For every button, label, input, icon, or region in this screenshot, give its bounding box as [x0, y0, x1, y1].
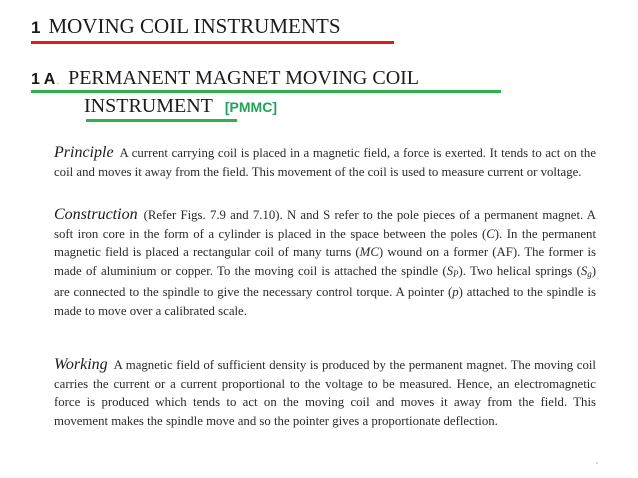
section-title: MOVING COIL INSTRUMENTS [48, 14, 341, 38]
construction-text-3: ) wound on a former (AF). The former is made of aluminium or copper. To the moving coil is attached the spindle ( [54, 245, 596, 278]
construction-text-1: (Refer Figs. 7.9 and 7.10). N and S refer to the pole pieces of a permanent magnet. A soft iron core in the form of a cylinder is placed in the space between the poles ( [54, 208, 596, 241]
subsection-heading-line2 [84, 95, 277, 118]
pointer-symbol: p [452, 285, 459, 300]
section-number: 1 [31, 18, 41, 37]
principle-text: A current carrying coil is placed in a magnetic field, a force is exerted. It tends to act on the coil and moves it away from the field. This movement of the coil is used to measure current or voltage. [54, 146, 596, 179]
subsection-heading [31, 67, 419, 90]
construction-paragraph [54, 206, 596, 321]
construction-text-6: ) attached to the spindle is made to move over a calibrated scale. [54, 285, 597, 318]
subsection-number: 1 A [31, 71, 56, 88]
spindle-subscript: P [453, 268, 459, 279]
working-label: Working [54, 356, 108, 373]
pmmc-tag: [PMMC] [224, 99, 277, 115]
springs-subscript: g [587, 268, 592, 279]
spindle-symbol: S [446, 263, 454, 278]
subsection-heading-underline-1 [31, 90, 501, 93]
subsection-title-line2: INSTRUMENT [84, 95, 213, 117]
subsection-title-line1: PERMANENT MAGNET MOVING COIL [68, 67, 420, 89]
working-text: A magnetic field of sufficient density is produced by the permanent magnet. The moving coil carries the current or a current proportional to the voltage to be measured. Hence, an electromagnetic force is produced which tends to act on the moving coil and moves it away from the field. This movement makes the spindle move and so the pointer gives a proportionate deflection. [54, 358, 596, 428]
principle-paragraph [54, 144, 596, 181]
springs-symbol: S [580, 263, 588, 278]
construction-label: Construction [54, 206, 138, 223]
subsection-heading-underline-2 [86, 119, 237, 122]
section-heading-underline [31, 41, 394, 44]
construction-text-4: ). Two helical springs ( [458, 263, 581, 278]
construction-text-2: ). In the permanent magnetic field is placed a rectangular coil of many turns ( [54, 226, 597, 260]
construction-italic-c: C [486, 226, 495, 241]
construction-italic-mc: MC [359, 245, 379, 260]
decorative-dot [596, 462, 598, 464]
construction-text-5: ) are connected to the spindle to give the necessary control torque. A pointer ( [54, 263, 596, 300]
section-heading [31, 14, 341, 39]
working-paragraph [54, 356, 596, 430]
principle-label: Principle [54, 144, 114, 161]
subsection-number-dot: . [56, 76, 60, 87]
